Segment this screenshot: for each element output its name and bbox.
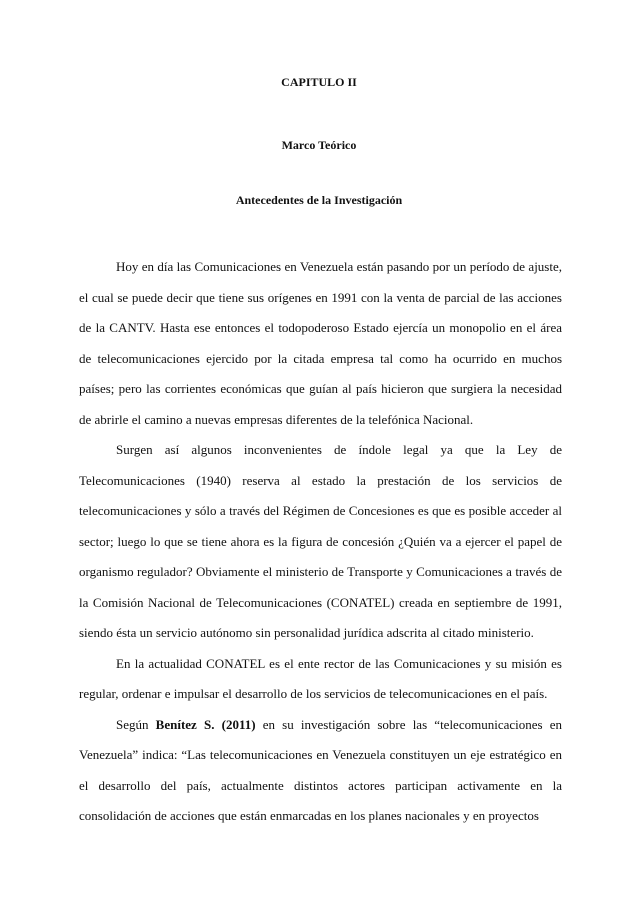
paragraph-1: Hoy en día las Comunicaciones en Venezuela están pasando por un período de ajuste, el cual se puede decir que tiene sus orígenes en 1991 con la venta de parcial de las acciones de la CANTV. Hasta ese entonces el todopoderoso Estado ejercía un monopolio en el área de telecomunicaciones ejercido por la citada empresa tal como ha ocurrido en muchos países; pero las corrientes económicas que guían al país hicieron que surgiera la necesidad de abrirle el camino a nuevas empresas diferentes de la telefónica Nacional. (79, 259, 562, 427)
chapter-heading (0, 75, 638, 89)
subsection-title (0, 193, 638, 207)
body-text (79, 252, 562, 832)
paragraph-3: En la actualidad CONATEL es el ente rector de las Comunicaciones y su misión es regular, ordenar e impulsar el desarrollo de los servicios de telecomunicaciones en el país. (79, 655, 562, 701)
citation-author: Benítez S. (2011) (155, 716, 256, 732)
section-title-text: Marco Teórico (281, 138, 357, 152)
paragraph-4-intro: Según (116, 716, 156, 732)
subsection-title-text: Antecedentes de la Investigación (235, 193, 403, 207)
paragraph-2: Surgen así algunos inconvenientes de índole legal ya que la Ley de Telecomunicaciones (1940) reserva al estado la prestación de los servicios de telecomunicaciones y sólo a través del Régimen de Concesiones es que es posible acceder al sector; luego lo que se tiene ahora es la figura de concesión ¿Quién va a ejercer el papel de organismo regulador? Obviamente el ministerio de Transporte y Comunicaciones a través de la Comisión Nacional de Telecomunicaciones (CONATEL) creada en septiembre de 1991, siendo ésta un servicio autónomo sin personalidad jurídica adscrita al citado ministerio. (79, 442, 562, 640)
chapter-heading-text: CAPITULO II (281, 75, 357, 89)
paragraph-4-body: en su investigación sobre las “telecomunicaciones en Venezuela” indica: “Las telecomunicaciones en Venezuela constituyen un eje estratégico en el desarrollo del país, actualmente distintos actores participan activamente en la consolidación de acciones que están enmarcadas en los planes nacionales y en proyectos (79, 716, 563, 823)
section-title (0, 138, 638, 152)
paragraph-4 (79, 710, 562, 832)
